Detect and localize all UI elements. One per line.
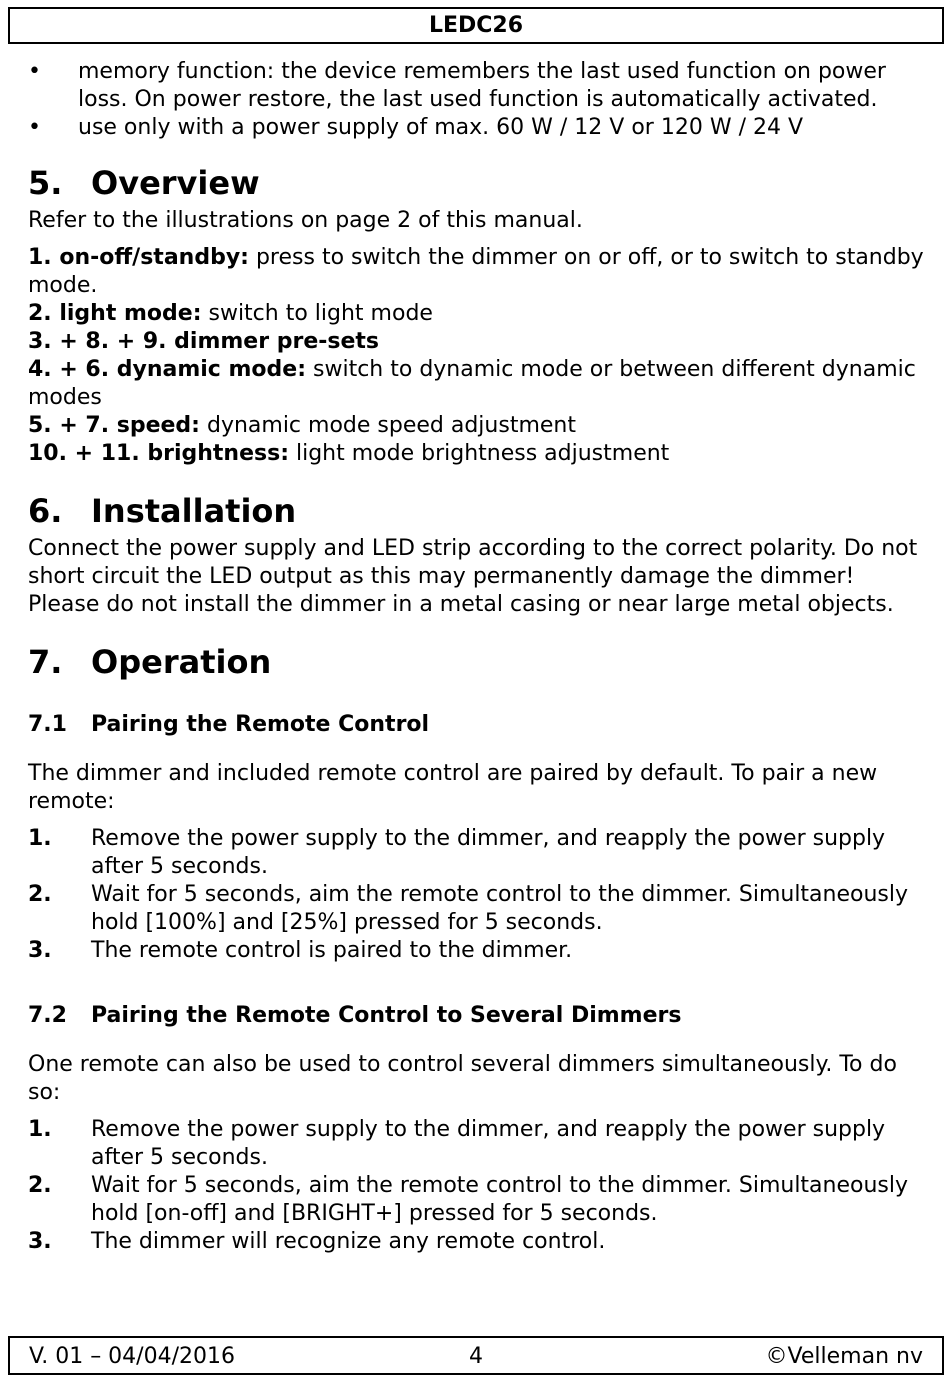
step-number: 3.: [28, 938, 52, 963]
pairing-intro: The dimmer and included remote control are paired by default. To pair a new remote:: [28, 761, 878, 814]
overview-item-text: press to switch the dimmer on or off, or to switch to standby mode.: [28, 245, 924, 298]
step-text: Remove the power supply to the dimmer, and reapply the power supply after 5 seconds.: [91, 826, 886, 879]
footer-version: V. 01 – 04/04/2016: [29, 1344, 235, 1369]
footer-page-number: 4: [469, 1344, 483, 1369]
overview-item-label: 5. + 7. speed:: [28, 413, 200, 438]
overview-list: [28, 244, 928, 468]
subsection-title: Pairing the Remote Control to Several Dimmers: [91, 1003, 682, 1028]
section-title: Installation: [91, 492, 297, 530]
bullet-text: use only with a power supply of max. 60 W / 12 V or 120 W / 24 V: [78, 115, 804, 140]
step-text: The remote control is paired to the dimmer.: [91, 938, 573, 963]
step-text: Wait for 5 seconds, aim the remote control to the dimmer. Simultaneously hold [on-off] and [BRIGHT+] pressed for 5 seconds.: [91, 1173, 909, 1226]
bullet-icon: •: [28, 115, 41, 140]
section-heading-operation: [28, 643, 928, 681]
bullet-item: [28, 58, 928, 114]
document-model-title: LEDC26: [428, 13, 524, 38]
overview-intro: Refer to the illustrations on page 2 of this manual.: [28, 208, 583, 233]
subsection-number: 7.2: [28, 1003, 67, 1028]
section-heading-installation: [28, 492, 928, 530]
subsection-heading-several-dimmers: [28, 1002, 928, 1030]
step-item: [28, 1116, 928, 1172]
bullet-text: memory function: the device remembers the last used function on power loss. On power restore, the last used function is automatically activated.: [78, 59, 886, 112]
installation-text: Connect the power supply and LED strip according to the correct polarity. Do not short circuit the LED output as this may permanently damage the dimmer! Please do not install the dimmer in a metal casing or near large metal objects.: [28, 536, 918, 617]
overview-item: [28, 356, 928, 412]
step-text: Wait for 5 seconds, aim the remote control to the dimmer. Simultaneously hold [100%] and [25%] pressed for 5 seconds.: [91, 882, 909, 935]
overview-item: [28, 244, 928, 300]
several-dimmers-steps: [28, 1116, 928, 1256]
step-number: 2.: [28, 882, 52, 907]
step-item: [28, 825, 928, 881]
subsection-title: Pairing the Remote Control: [91, 712, 430, 737]
page-content: [28, 58, 928, 1256]
overview-item-label: 1. on-off/standby:: [28, 245, 249, 270]
section-number: 5.: [28, 164, 63, 202]
overview-item-label: 10. + 11. brightness:: [28, 441, 289, 466]
overview-item-label: 4. + 6. dynamic mode:: [28, 357, 307, 382]
section-heading-overview: [28, 164, 928, 202]
step-number: 3.: [28, 1229, 52, 1254]
step-item: [28, 937, 928, 965]
overview-item-text: switch to dynamic mode or between different dynamic modes: [28, 357, 916, 410]
overview-item-text: light mode brightness adjustment: [289, 441, 670, 466]
step-item: [28, 881, 928, 937]
overview-item-text: switch to light mode: [201, 301, 433, 326]
bullet-icon: •: [28, 59, 41, 84]
step-text: The dimmer will recognize any remote control.: [91, 1229, 606, 1254]
subsection-heading-pairing: [28, 711, 928, 739]
section-number: 7.: [28, 643, 63, 681]
page-header: [8, 7, 944, 44]
overview-item-text: dynamic mode speed adjustment: [199, 413, 576, 438]
section-title: Overview: [91, 164, 260, 202]
overview-item-label: 3. + 8. + 9. dimmer pre-sets: [28, 329, 380, 354]
overview-item: [28, 300, 928, 328]
section-number: 6.: [28, 492, 63, 530]
bullet-item: [28, 114, 928, 142]
overview-item-label: 2. light mode:: [28, 301, 202, 326]
overview-item: [28, 412, 928, 440]
step-text: Remove the power supply to the dimmer, and reapply the power supply after 5 seconds.: [91, 1117, 886, 1170]
pairing-steps: [28, 825, 928, 965]
overview-item: [28, 440, 928, 468]
subsection-number: 7.1: [28, 712, 67, 737]
overview-item: [28, 328, 928, 356]
step-number: 2.: [28, 1173, 52, 1198]
section-title: Operation: [91, 643, 272, 681]
footer-copyright: ©Velleman nv: [765, 1344, 923, 1369]
step-item: [28, 1228, 928, 1256]
step-number: 1.: [28, 826, 52, 851]
several-dimmers-intro: One remote can also be used to control several dimmers simultaneously. To do so:: [28, 1052, 897, 1105]
page-footer: [8, 1336, 944, 1375]
step-number: 1.: [28, 1117, 52, 1142]
step-item: [28, 1172, 928, 1228]
